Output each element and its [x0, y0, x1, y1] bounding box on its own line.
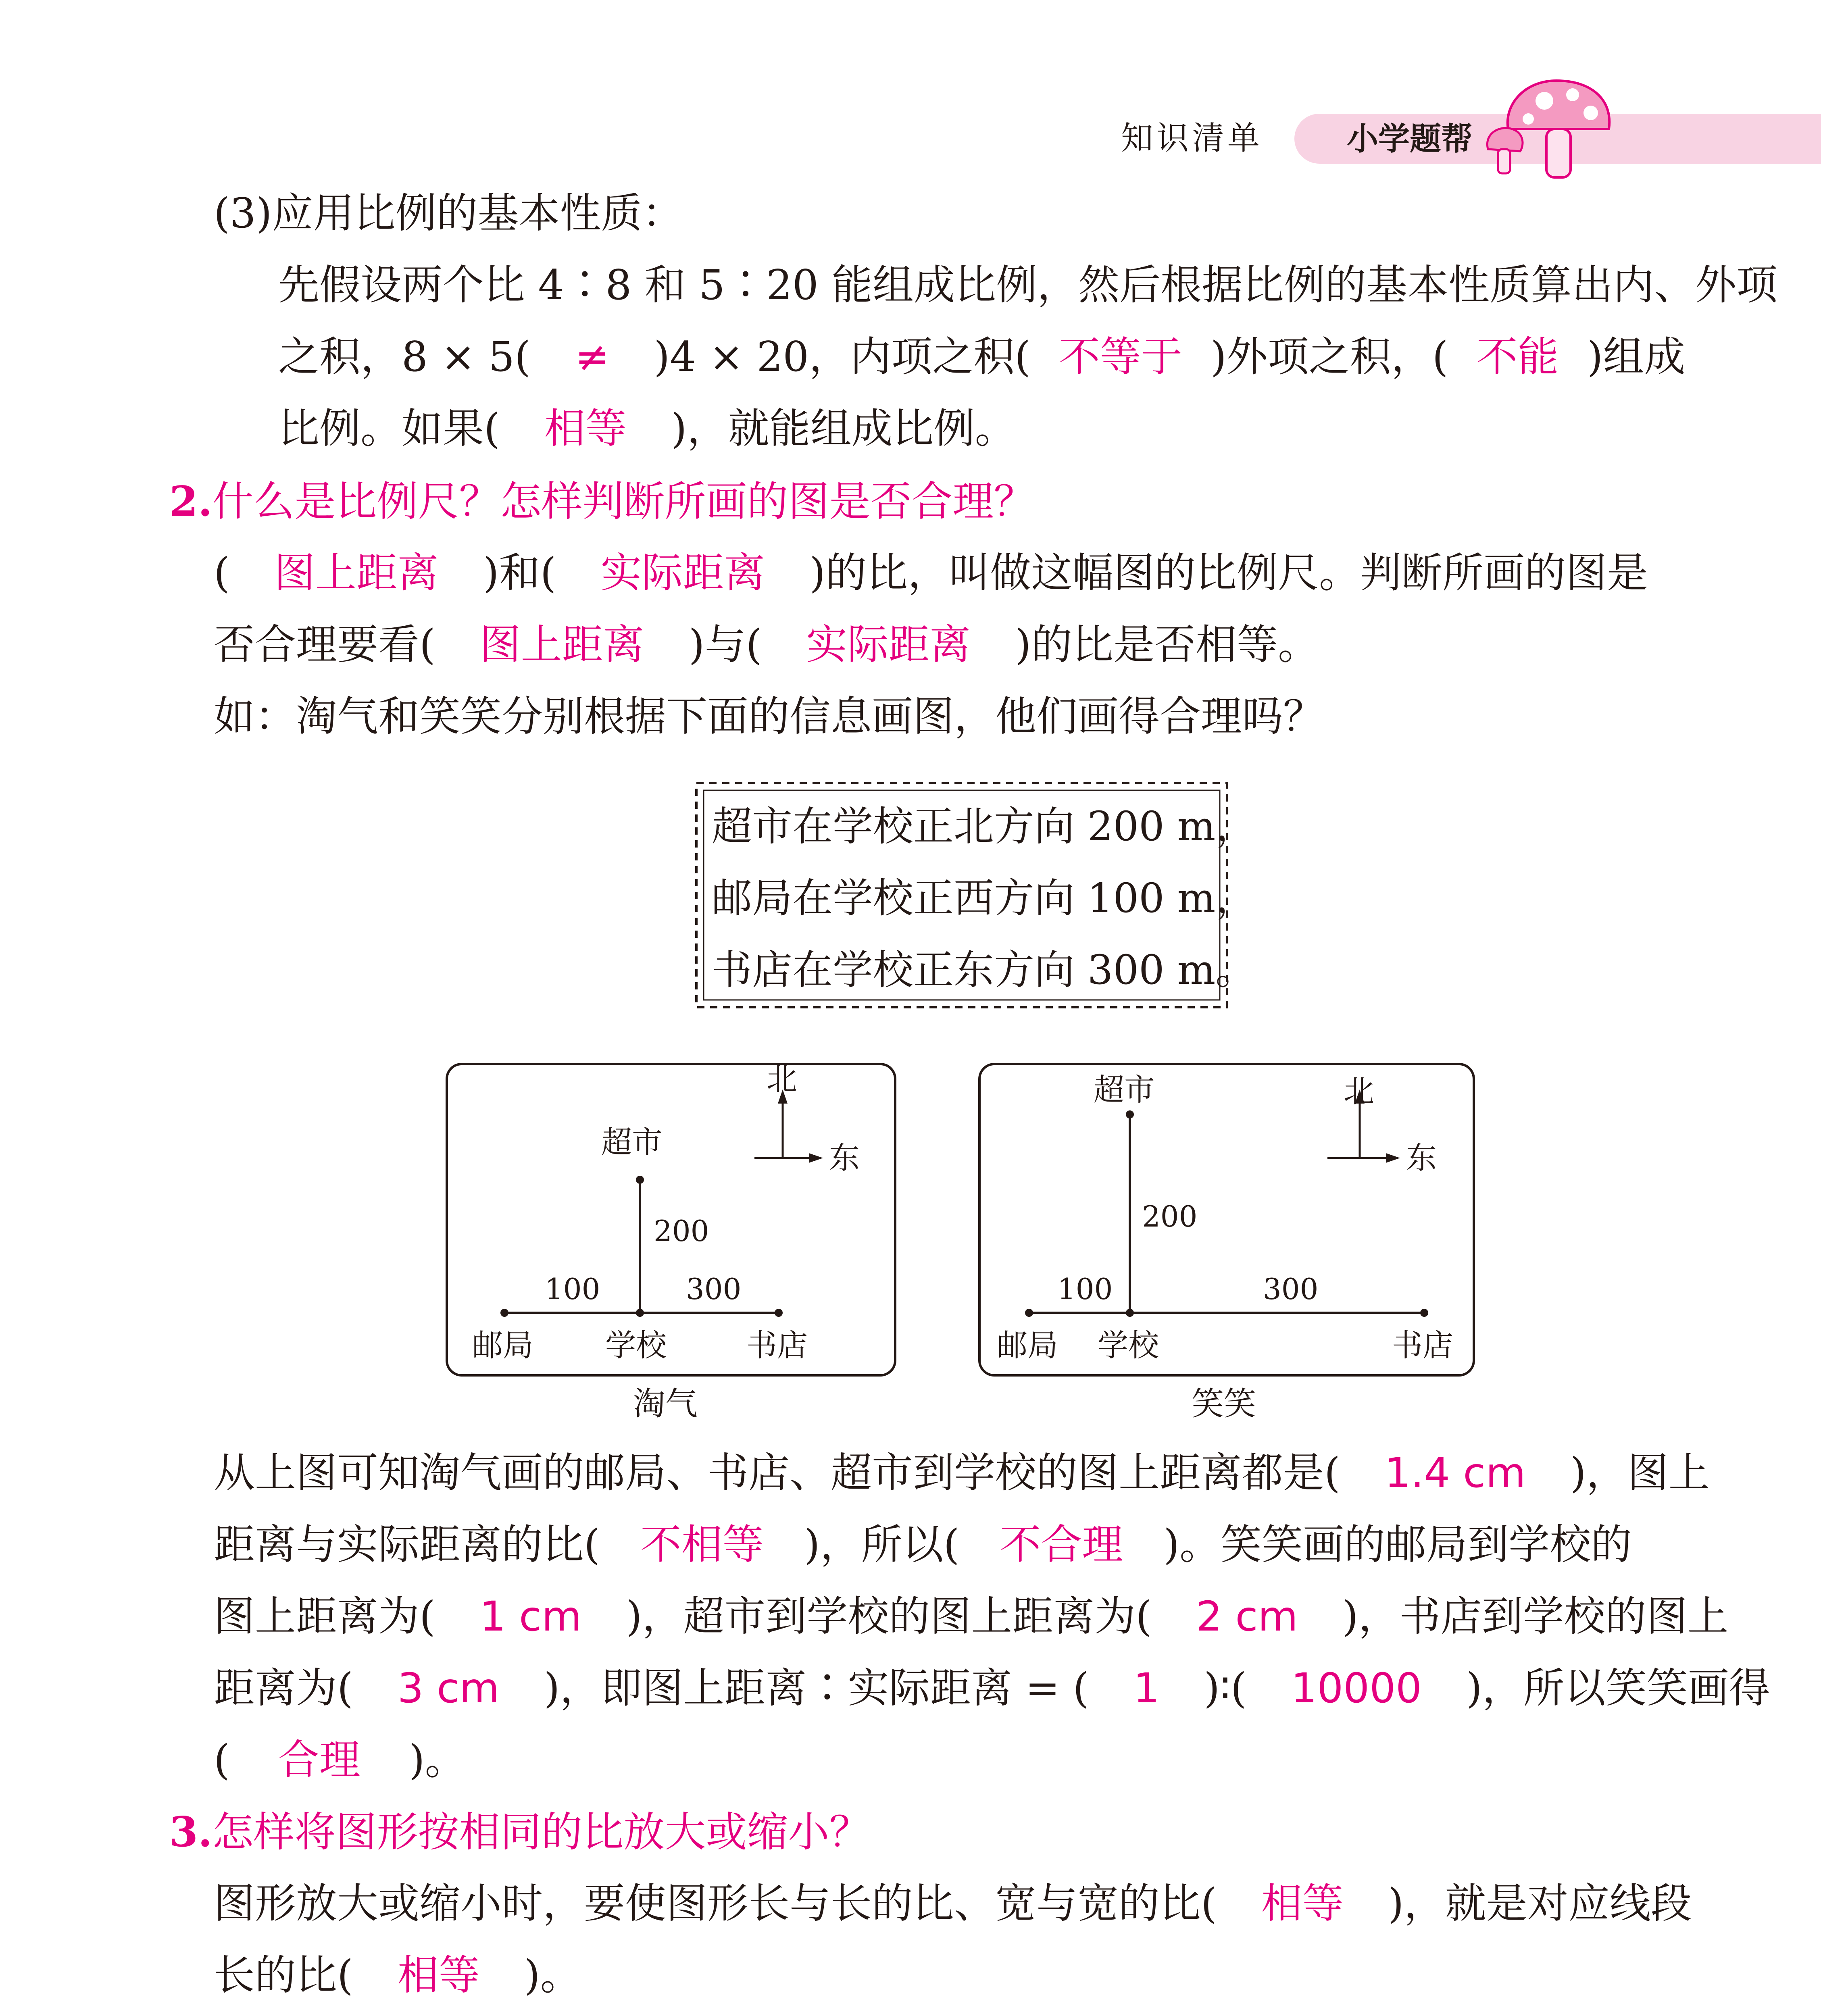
distance-300: 300	[1263, 1272, 1319, 1306]
q2-answer-line2: 距离与实际距离的比( 不相等 )，所以( 不合理 )。笑笑画的邮局到学校的	[214, 1521, 1632, 1569]
caption-xiaoxiao: 笑笑	[1192, 1385, 1256, 1422]
north-label: 北	[1344, 1073, 1374, 1109]
part1-subtitle: (3)应用比例的基本性质：	[214, 190, 683, 237]
answer-blank: ≠	[575, 333, 610, 381]
question-3-title: 3.怎样将图形按相同的比放大或缩小？	[169, 1808, 871, 1856]
bookstore-label: 书店	[1392, 1327, 1453, 1363]
answer-blank: 2 cm	[1196, 1593, 1298, 1641]
answer-blank: 1.4 cm	[1384, 1449, 1526, 1497]
distance-200: 200	[654, 1214, 709, 1248]
answer-blank: 相等	[1261, 1880, 1344, 1928]
supermarket-label: 超市	[601, 1124, 663, 1160]
answer-blank: 合理	[278, 1736, 360, 1784]
east-label: 东	[829, 1140, 860, 1176]
answer-blank: 不能	[1476, 333, 1559, 381]
supermarket-label: 超市	[1094, 1072, 1155, 1108]
q2-answer-line4: 距离为( 3 cm )，即图上距离∶实际距离 = ( 1 )∶( 10000 )，所以笑笑画得	[214, 1664, 1770, 1712]
answer-blank: 图上距离	[274, 549, 439, 597]
q3-line1: 图形放大或缩小时，要使图形长与长的比、宽与宽的比( 相等 )，就是对应线段	[214, 1880, 1692, 1928]
answer-blank: 1	[1133, 1664, 1160, 1712]
answer-blank: 1 cm	[479, 1593, 582, 1641]
q2-answer-line1: 从上图可知淘气画的邮局、书店、超市到学校的图上距离都是( 1.4 cm )，图上	[214, 1449, 1710, 1497]
brand-title: 小学题帮	[1347, 121, 1473, 157]
answer-blank: 图上距离	[479, 621, 644, 669]
answer-blank: 3 cm	[397, 1664, 500, 1712]
answer-blank: 相等	[544, 405, 627, 453]
caption-taoqi: 淘气	[633, 1385, 698, 1422]
info-line: 书店在学校正东方向 300 m。	[712, 946, 1256, 993]
answer-blank: 相等	[397, 1951, 480, 1999]
distance-100: 100	[1057, 1272, 1113, 1306]
post-office-label: 邮局	[472, 1327, 533, 1363]
answer-blank: 不相等	[640, 1521, 764, 1569]
section-title: 知识清单	[1121, 119, 1263, 157]
mushroom-icon	[1476, 65, 1629, 185]
answer-blank: 10000	[1291, 1664, 1422, 1712]
q2-line2: 否合理要看( 图上距离 )与( 实际距离 )的比是否相等。	[214, 621, 1319, 669]
school-label: 学校	[1098, 1327, 1159, 1363]
north-label: 北	[767, 1061, 797, 1097]
q2-answer-line5: ( 合理 )。	[214, 1736, 466, 1784]
distance-300: 300	[686, 1272, 742, 1306]
school-label: 学校	[605, 1327, 667, 1363]
q2-example: 如：淘气和笑笑分别根据下面的信息画图，他们画得合理吗？	[214, 693, 1324, 741]
east-label: 东	[1406, 1140, 1437, 1176]
distance-200: 200	[1142, 1200, 1198, 1233]
bookstore-label: 书店	[746, 1327, 808, 1363]
q2-line1: ( 图上距离 )和( 实际距离 )的比，叫做这幅图的比例尺。判断所画的图是	[214, 549, 1648, 597]
answer-blank: 不等于	[1058, 333, 1182, 381]
info-line: 超市在学校正北方向 200 m，	[712, 803, 1256, 850]
part1-line2: 之积，8 × 5( ≠ )4 × 20，内项之积( 不等于 )外项之积，( 不能 )组成	[278, 333, 1686, 381]
answer-blank: 实际距离	[600, 549, 765, 597]
answer-blank: 实际距离	[806, 621, 971, 669]
page-header	[0, 0, 1821, 185]
info-line: 邮局在学校正西方向 100 m，	[712, 875, 1256, 922]
q2-answer-line3: 图上距离为( 1 cm )，超市到学校的图上距离为( 2 cm )，书店到学校的图上	[214, 1593, 1729, 1641]
part1-line3: 比例。如果( 相等 )，就能组成比例。	[278, 405, 1016, 453]
post-office-label: 邮局	[997, 1327, 1058, 1363]
answer-blank: 不合理	[1000, 1521, 1123, 1569]
q3-line2: 长的比( 相等 )。	[214, 1951, 581, 1999]
map-xiaoxiao	[978, 1063, 1475, 1377]
distance-100: 100	[545, 1272, 600, 1306]
question-2-title: 2.什么是比例尺？怎样判断所画的图是否合理？	[169, 477, 1035, 526]
part1-line1: 先假设两个比 4∶8 和 5∶20 能组成比例，然后根据比例的基本性质算出内、外项	[278, 261, 1778, 309]
map-taoqi	[446, 1063, 896, 1377]
